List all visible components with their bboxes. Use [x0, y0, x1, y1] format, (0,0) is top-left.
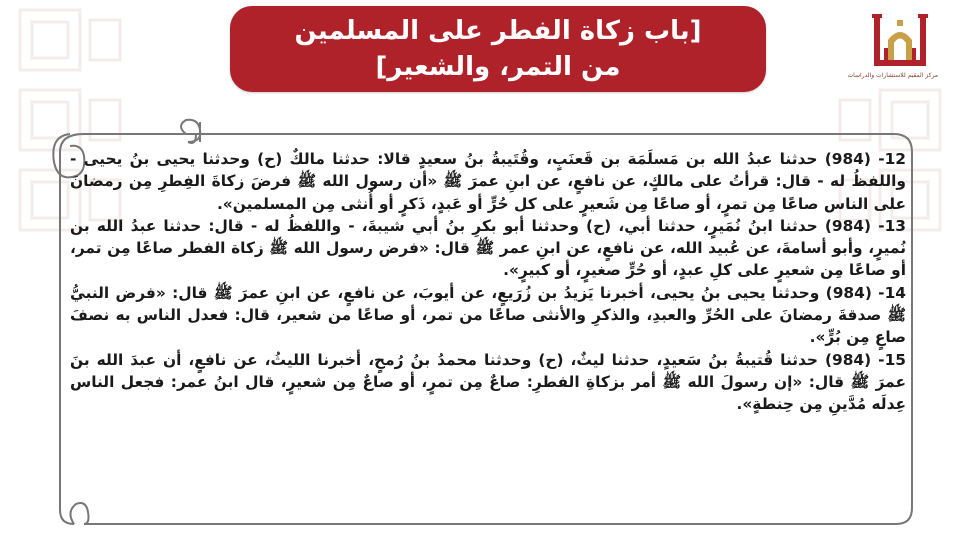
chapter-title-banner: [230, 6, 766, 92]
hadith-text-block: [70, 148, 906, 488]
chapter-title-line-1: [باب زكاة الفطر على المسلمين: [294, 16, 702, 46]
logo-subtitle: مركز المقيم للاستشارات والدراسات: [847, 72, 938, 79]
hadith-paragraph: 12- (984) حدثنا عبدُ الله بن مَسلَمَة بن قَعنَبٍ، وقُتَيبةُ بنُ سعيدٍ قالا: حدثنا مالكٌ (ح) وحدثنا يحيى بنُ يحيى - واللفظُ له - قال: قرأتُ على مالكٍ، عن نافعٍ، عن ابنِ عمرَ ﷺ «أن رسول الله ﷺ فرضَ زكاةَ الفِطرِ مِن رمضانَ على الناس صاعًا مِن تمرٍ، أو صاعًا مِن شَعيرٍ على كل حُرٍّ أو عَبدٍ، ذَكرٍ أو أُنثى مِن المسلمين».: [70, 150, 906, 213]
chapter-title-line-2: من التمر، والشعير]: [375, 52, 621, 82]
mosque-emblem-icon: [868, 10, 932, 72]
hadith-paragraph: 15- (984) حدثنا قُتيبةُ بنُ سَعيدٍ، حدثنا ليثٌ، (ح) وحدثنا محمدُ بنُ رُمحٍ، أخبرنا الليثُ، عن نافعٍ، أن عبدَ الله بنَ عمرَ ﷺ قال: «إن رسولَ الله ﷺ أمر بزكاةِ الفطرِ: صاعٌ مِن تمرٍ، أو صاعٌ مِن شعيرٍ، قال ابنُ عمر: فجعل الناس عِدلَه مُدَّينِ مِن حِنطةٍ».: [70, 350, 906, 414]
hadith-paragraph: 14- (984) وحدثنا يحيى بنُ يحيى، أخبرنا يَزيدُ بن زُرَيعٍ، عن أيوبَ، عن نافعٍ، عن ابنِ عمرَ ﷺ قال: «فرض النبيُّ ﷺ صدقةَ رمضانَ على الحُرِّ والعبدِ، والذكرِ والأنثى صاعًا من تمر، أو صاعًا من شعير، قال: فعدل الناس به نصفَ صاعٍ مِن بُرٍّ».: [70, 283, 906, 347]
hadith-paragraph: 13- (984) حدثنا ابنُ نُمَيرٍ، حدثنا أبي، (ح) وحدثنا أبو بكرِ بنُ أبي شيبةَ، - واللفظُ له - قال: حدثنا عبدُ الله بن نُميرٍ، وأبو أسامةَ، عن عُبيد الله، عن نافعٍ، عن ابنِ عمر ﷺ قال: «فرض رسول الله ﷺ زكاة الفطر صاعًا مِن تمر، أو صاعًا مِن شعيرٍ على كلِ عبدٍ، أو حُرٍّ صغيرٍ، أو كبيرٍ».: [70, 216, 906, 280]
